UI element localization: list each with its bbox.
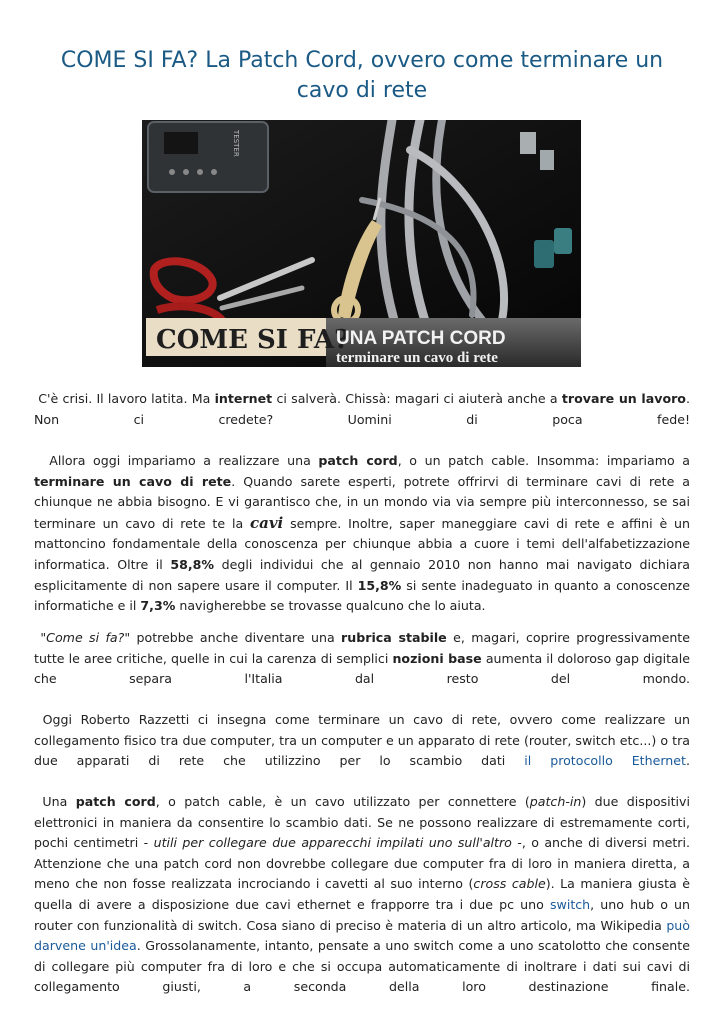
paragraph-3: "Come si fa?" potrebbe anche diventare una rubrica stabile e, magari, coprire progressivamente tutte le aree critiche, quelle in cui la carenza di semplici nozioni base aumenta il doloroso gap digitale che separa l'Italia dal resto del mondo. — [34, 630, 690, 687]
switch-link[interactable]: switch — [549, 896, 591, 912]
paragraph-5: Una patch cord, o patch cable, è un cavo utilizzato per connettere (patch-in) due dispositivi elettronici in maniera da consentire lo scambio dati. Se ne possono realizzare di estremamente corti, pochi centimetri - utili per collegare due apparecchi impilati uno sull'altro -, o anche di diversi metri. Attenzione che una patch cord non dovrebbe collegare due computer fra di loro in maniera diretta, a meno che non fosse realizzata incrociando i cavetti al suo interno (cross cable). La maniera giusta è quella di avere a disposizione due cavi ethernet e frapporre tra i due pc uno switch, uno hub o un router con funzionalità di switch. Cosa siano di preciso è materia di un altro articolo, ma Wikipedia può darvene un'idea. Grossolanamente, intanto, pensate a uno switch come a uno scatolotto che consente di collegare più computer fra di loro e che si occupa automaticamente di inoltrare i dati sui cavi di collegamento giusti, a seconda della loro destinazione finale. — [34, 794, 691, 995]
tester-label: TESTER — [232, 130, 240, 157]
banner-right-line2: terminare un cavo di rete — [336, 350, 498, 366]
banner-left-text: COME SI FA? — [156, 325, 350, 355]
paragraph-1: C'è crisi. Il lavoro latita. Ma internet ci salverà. Chissà: magari ci aiuterà anche a trovare un lavoro. Non ci credete? Uomini di poca fede! — [34, 391, 690, 427]
paragraph-2: Allora oggi impariamo a realizzare una patch cord, o un patch cable. Insomma: impariamo a terminare un cavo di rete. Quando sarete esperti, potrete offrirvi di terminare cavi di rete a chiunque ne abbia bisogno. E vi garantisco che, in un mondo via via sempre più interconnesso, se sai terminare un cavo di rete te la cavi sempre. Inoltre, saper maneggiare cavi di rete e affini è un mattoncino fondamentale della conoscenza per chiunque abbia a cuore i temi dell'alfabetizzazione informatica. Oltre il 58,8% degli individui che al gennaio 2010 non hanno mai navigato dichiara esplicitamente di non sapere usare il computer. Il 15,8% si sente inadeguato in quanto a conoscenze informatiche e il 7,3% navigherebbe se trovasse qualcuno che lo aiuta. — [34, 453, 691, 614]
hero-image — [142, 120, 581, 367]
paragraph-4: Oggi Roberto Razzetti ci insegna come terminare un cavo di rete, ovvero come realizzare un collegamento fisico tra due computer, tra un computer e un apparato di rete (router, switch etc...) o tra due apparati di rete che utilizzino per lo scambio dati il protocollo Ethernet. — [34, 712, 690, 769]
article-title: COME SI FA? La Patch Cord, ovvero come terminare un cavo di rete — [60, 48, 664, 103]
ethernet-protocol-link[interactable]: il protocollo Ethernet — [524, 753, 686, 769]
tester-device-icon — [148, 122, 268, 192]
banner-right-line1: UNA PATCH CORD — [336, 328, 506, 349]
wikipedia-link[interactable]: può darvene un'idea — [34, 917, 690, 954]
